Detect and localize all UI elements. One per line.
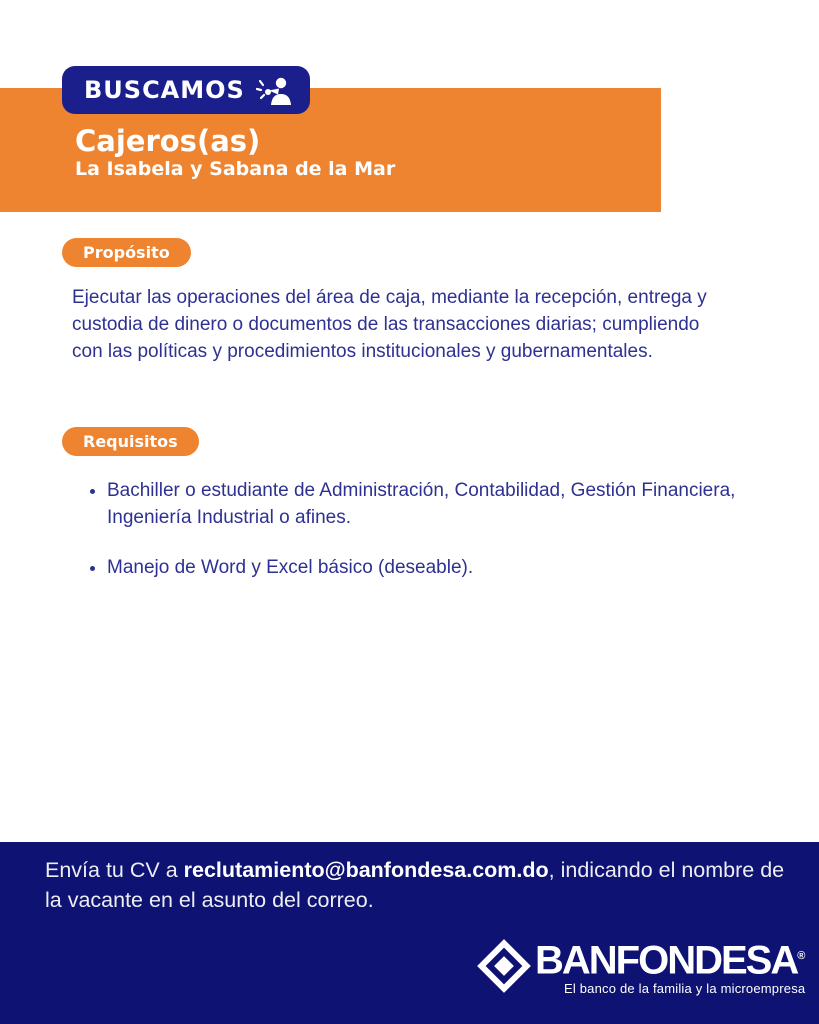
footer (0, 842, 819, 1024)
banfondesa-diamond-icon (477, 939, 531, 993)
logo-wordmark (535, 936, 806, 983)
logo-tagline: El banco de la familia y la microempresa (563, 981, 806, 997)
buscamos-label: BUSCAMOS (84, 76, 245, 104)
logo-text-block (535, 936, 805, 996)
proposito-pill: Propósito (62, 238, 191, 267)
requisitos-pill: Requisitos (62, 427, 199, 456)
cv-instructions (45, 856, 787, 915)
proposito-text: Ejecutar las operaciones del área de caja, mediante la recepción, entrega y custodia de dinero o documentos de las transacciones diarias; cumpliendo con las políticas y procedimientos institucionales y gubernamentales. (72, 287, 707, 362)
recruitment-email[interactable]: reclutamiento@banfondesa.com.do (183, 858, 549, 882)
job-locations: La Isabela y Sabana de la Mar (75, 158, 396, 180)
logo-name: BANFONDESA (535, 938, 798, 983)
buscamos-badge (62, 66, 310, 114)
requisitos-list (88, 477, 767, 604)
requisito-item: • Bachiller o estudiante de Administración, Contabilidad, Gestión Financiera, Ingeniería Industrial o afines. (107, 477, 767, 531)
registered-mark: ® (797, 950, 806, 962)
job-title-block (75, 124, 395, 181)
requisito-item: • Manejo de Word y Excel básico (deseable). (107, 554, 767, 581)
cta-prefix: Envía tu CV a (45, 858, 184, 882)
banfondesa-logo (477, 936, 805, 996)
announcer-person-icon (256, 75, 292, 105)
job-title: Cajeros(as) (75, 124, 261, 158)
cta-suffix: , indicando el nombre de la vacante en el asunto del correo. (45, 858, 785, 912)
